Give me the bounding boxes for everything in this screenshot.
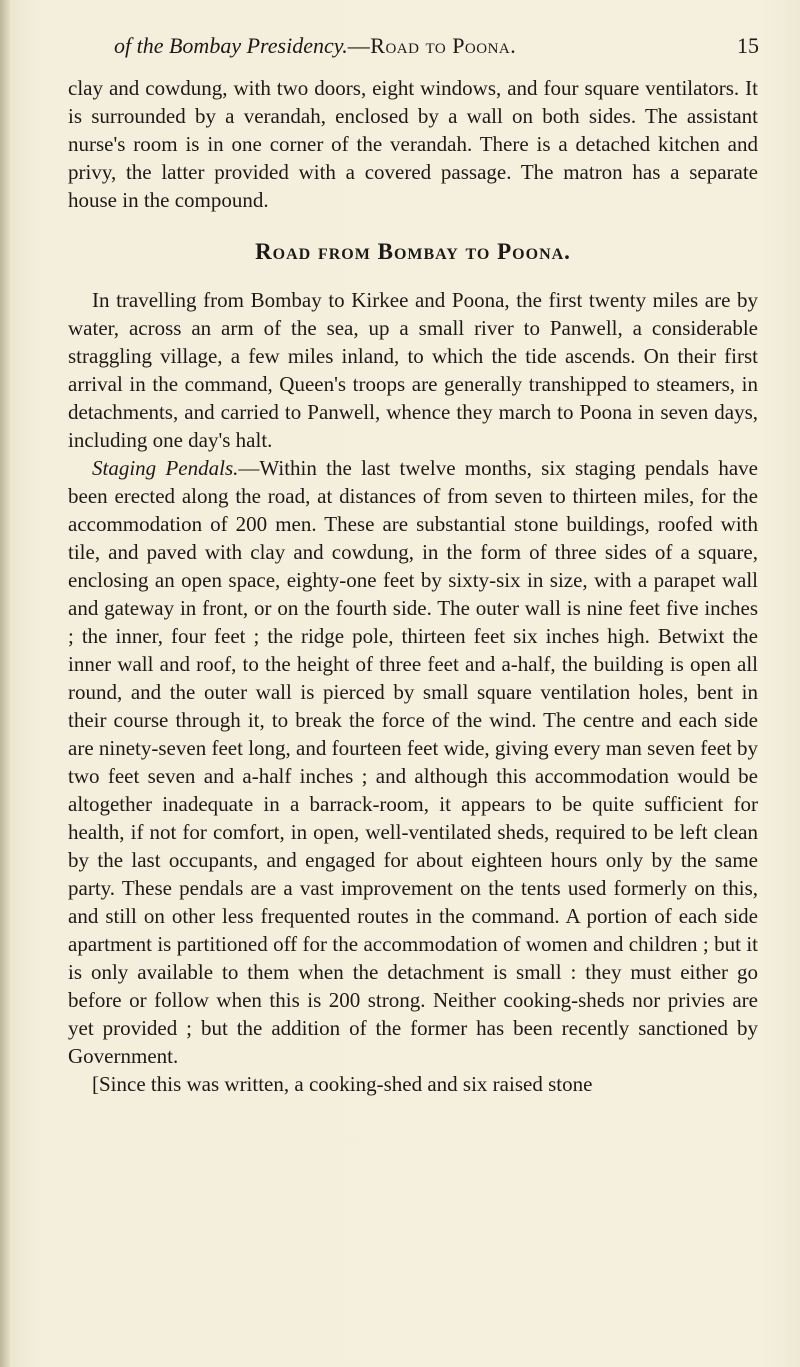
running-head (114, 32, 516, 60)
paragraph-4: [Since this was written, a cooking-shed and six raised stone (92, 1072, 593, 1096)
book-gutter (0, 0, 10, 1367)
section-title: Road from Bombay to Poona. (255, 239, 571, 264)
page-body (68, 28, 758, 1098)
paragraph-3-body: —Within the last twelve months, six staging pendals have been erected along the road, at distances of from seven to thirteen miles, for the accommodation of 200 men. These are substantial stone buildings, roofed with tile, and paved with clay and cowdung, in the form of three sides of a square, enclosing an open space, eighty-one feet by sixty-six in size, with a parapet wall and gateway in front, or on the fourth side. The outer wall is nine feet five inches ; the inner, four feet ; the ridge pole, thirteen feet six inches high. Betwixt the inner wall and roof, to the height of three feet and a-half, the building is open all round, and the outer wall is pierced by small square ventilation holes, bent in their course through it, to break the force of the wind. The centre and each side are ninety-seven feet long, and fourteen feet wide, giving every man seven feet by two feet seven and a-half inches ; and although this accommodation would be altogether inadequate in a barrack-room, it appears to be quite sufficient for health, if not for comfort, in open, well-ventilated sheds, required to be left clean by the last occupants, and engaged for about eighteen hours only by the same party. These pendals are a vast improvement on the tents used formerly on this, and still on other less frequented routes in the command. A portion of each side apartment is partitioned off for the accommodation of women and children ; but it is only available to them when the detachment is small : they must either go before or follow when this is 200 strong. Neither cooking-sheds nor privies are yet provided ; but the addition of the former has been recently sanctioned by Government. (68, 456, 759, 1068)
paragraph-3-heading: Staging Pendals. (92, 456, 239, 480)
paragraph-1: clay and cowdung, with two doors, eight windows, and four square ventilators. It is surrounded by a verandah, enclosed by a wall on both sides. The assistant nurse's room is in one corner of the verandah. There is a detached kitchen and privy, the latter provided with a covered passage. The matron has a separate house in the compound. (68, 76, 758, 212)
paragraph-2: In travelling from Bombay to Kirkee and Poona, the first twenty miles are by water, across an arm of the sea, up a small river to Panwell, a considerable straggling village, a few miles inland, to which the tide ascends. On their first arrival in the command, Queen's troops are generally transhipped to steamers, in detachments, and carried to Panwell, whence they march to Poona in seven days, including one day's halt. (68, 288, 758, 452)
paragraph-3 (68, 454, 758, 1070)
running-head-title: —Road to Poona. (347, 33, 517, 58)
running-head-italic: of the Bombay Presidency. (114, 33, 348, 58)
page-number: 15 (737, 33, 759, 58)
running-header (114, 28, 759, 64)
